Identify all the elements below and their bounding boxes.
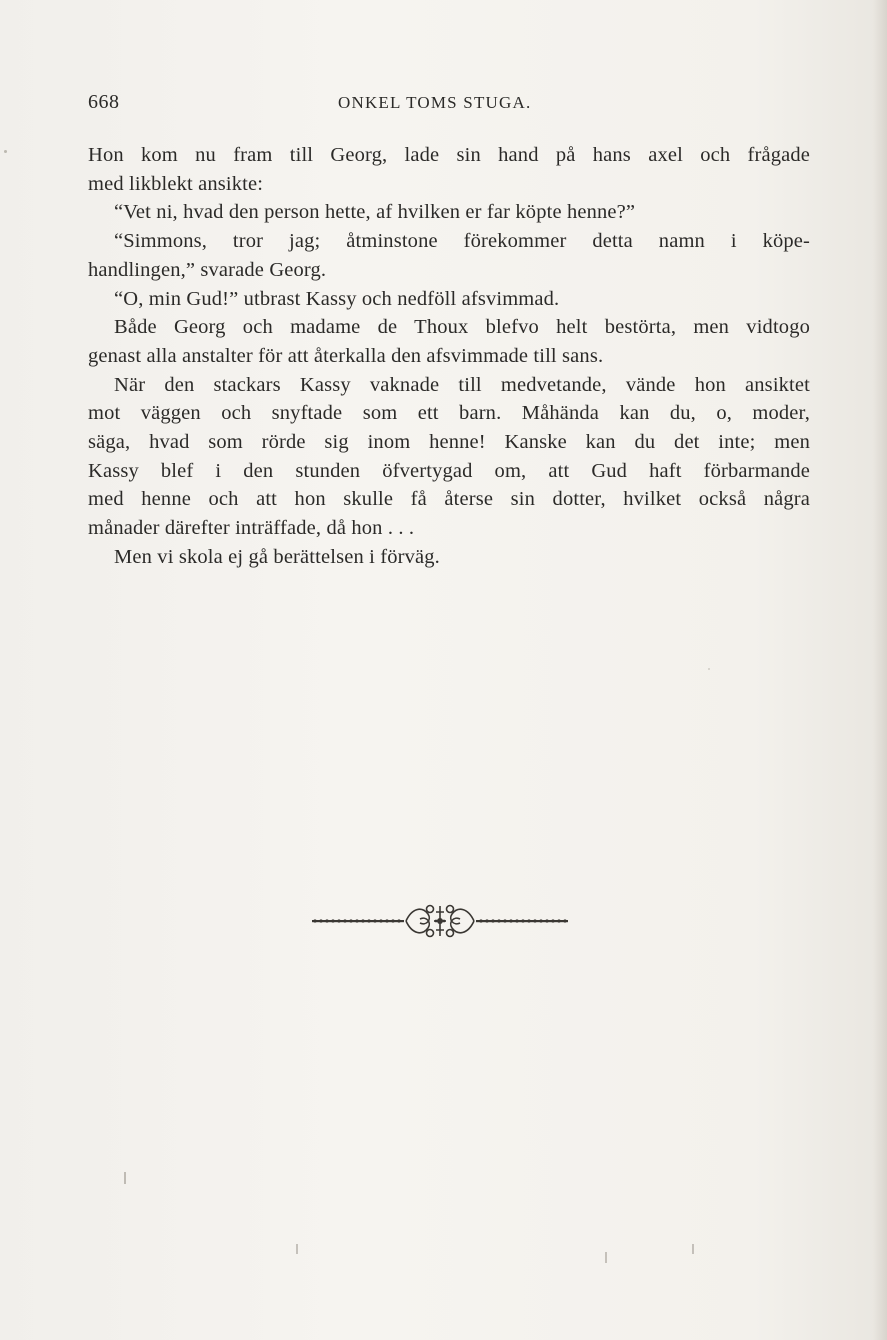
text-line: genast alla anstalter för att återkalla den afsvimmade till sans.	[88, 344, 604, 367]
text-line: “O, min Gud!” utbrast Kassy och nedföll afsvimmad.	[114, 287, 560, 310]
body-text	[88, 141, 810, 572]
text-line: När den stackars Kassy vaknade till medvetande, vände hon ansiktet	[114, 373, 810, 396]
beaded-rule-left	[312, 919, 404, 922]
text-line: “Vet ni, hvad den person hette, af hvilken er far köpte henne?”	[114, 201, 636, 224]
text-line: Kassy blef i den stunden öfvertygad om, att Gud haft förbarmande	[88, 459, 810, 482]
page-edge-shadow	[873, 0, 887, 1340]
text-line: Men vi skola ej gå berättelsen i förväg.	[114, 545, 440, 568]
running-title: ONKEL TOMS STUGA.	[338, 93, 532, 112]
text-line: månader därefter inträffade, då hon . . .	[88, 517, 415, 540]
text-line: “Simmons, tror jag; åtminstone förekommer detta namn i köpe-	[114, 230, 810, 253]
paper-speck	[708, 668, 710, 670]
text-line: mot väggen och snyftade som ett barn. Måhända kan du, o, moder,	[88, 402, 810, 425]
paper-speck	[4, 150, 7, 153]
margin-mark	[124, 1172, 126, 1184]
page-header	[88, 91, 810, 117]
text-line: Både Georg och madame de Thoux blefvo helt bestörta, men vidtogo	[114, 316, 810, 339]
margin-mark	[692, 1244, 694, 1254]
beaded-rule-right	[476, 919, 568, 922]
text-line: säga, hvad som rörde sig inom henne! Kanske kan du det inte; men	[88, 431, 810, 454]
text-line: Hon kom nu fram till Georg, lade sin hand på hans axel och frågade	[88, 144, 810, 166]
fleuron-divider-icon	[312, 896, 568, 942]
text-line: handlingen,” svarade Georg.	[88, 258, 327, 281]
margin-mark	[605, 1252, 607, 1263]
page-number: 668	[88, 91, 120, 113]
text-line: med henne och att hon skulle få återse sin dotter, hvilket också några	[88, 488, 810, 511]
text-line: med likblekt ansikte:	[88, 172, 264, 195]
margin-mark	[296, 1244, 298, 1254]
